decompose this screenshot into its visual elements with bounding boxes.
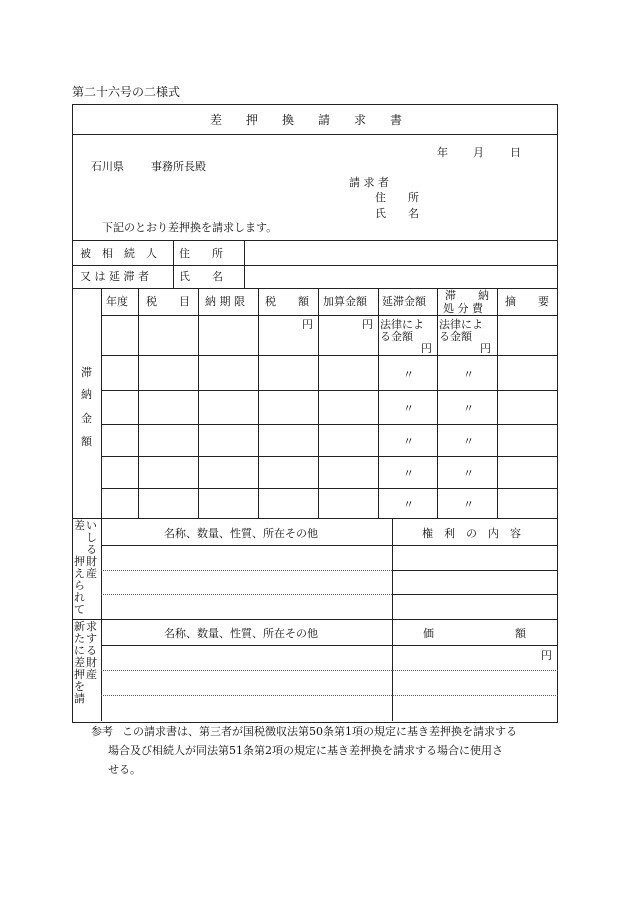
header-remarks: 摘 要 [505, 295, 549, 308]
seized-side-label-char: 差 [74, 519, 85, 532]
seized-side-label-char: し [86, 531, 97, 544]
requested-yen-unit: 円 [541, 649, 552, 662]
seized-side-label-char: る [86, 543, 97, 556]
dotted-divider [392, 695, 558, 696]
ditto-mark: 〃 [463, 498, 474, 511]
requested-side-label-char: 求 [86, 620, 97, 633]
seized-side-label-char: て [74, 603, 85, 616]
requested-side-label-char: た [74, 632, 85, 645]
ditto-mark: 〃 [463, 467, 474, 480]
requested-side-label-char: 新 [74, 620, 85, 633]
date-day: 日 [510, 146, 521, 159]
requested-side-label-char: 財 [86, 656, 97, 669]
seized-header-rights: 権 利 の 内 容 [422, 527, 521, 540]
divider [72, 619, 558, 620]
seized-header-description: 名称、数量、性質、所在その他 [164, 527, 318, 540]
divider [138, 288, 139, 518]
seized-side-label-char: い [86, 519, 97, 532]
seized-side-label-char: ら [74, 579, 85, 592]
requested-header-value: 価 [423, 627, 434, 640]
divider [244, 240, 245, 288]
divider [101, 315, 558, 316]
header-disposition-cost: 処 分 費 [443, 302, 483, 315]
header-delinquency-amount: 延滞金額 [382, 295, 426, 308]
header-due-date: 納 期 限 [205, 295, 245, 308]
dotted-divider [101, 670, 392, 671]
addressee-prefecture: 石川県 [91, 160, 124, 173]
seized-side-label-char: 押 [74, 555, 85, 568]
seized-side-label-char: 産 [86, 567, 97, 580]
divider [198, 288, 199, 518]
divider [258, 288, 259, 518]
tax-yen-unit: 円 [302, 318, 313, 331]
date-month: 月 [473, 146, 484, 159]
requested-side-label-char: 産 [86, 668, 97, 681]
divider [72, 240, 558, 241]
requested-header-amount: 額 [515, 627, 526, 640]
header-tax-item: 税 目 [146, 295, 190, 308]
divider [318, 288, 319, 518]
header-tax-amount: 税 額 [265, 295, 309, 308]
divider [497, 288, 498, 518]
seized-side-label-char: え [74, 567, 85, 580]
ditto-mark: 〃 [463, 402, 474, 415]
legal-amount-label: る金額 [439, 330, 472, 343]
delinquency-yen-unit: 円 [421, 342, 432, 355]
dotted-divider [101, 570, 392, 571]
date-year: 年 [437, 146, 448, 159]
dotted-divider [392, 670, 558, 671]
requested-side-label-char: す [86, 632, 97, 645]
note-line: せる。 [108, 763, 141, 776]
requested-side-label-char: 請 [74, 692, 85, 705]
disposition-yen-unit: 円 [480, 342, 491, 355]
additional-yen-unit: 円 [362, 318, 373, 331]
divider [392, 594, 558, 595]
header-fiscal-year: 年度 [106, 295, 128, 308]
legal-amount-label: 法律によ [380, 318, 424, 331]
requested-side-label-char: 押 [74, 668, 85, 681]
intro-sentence: 下記のとおり差押換を請求します。 [102, 221, 278, 234]
heir-name-label: 氏 名 [179, 270, 223, 283]
header-additional-amount: 加算金額 [323, 295, 367, 308]
divider [101, 424, 558, 425]
ditto-mark: 〃 [403, 467, 414, 480]
divider [101, 545, 558, 546]
ditto-mark: 〃 [463, 435, 474, 448]
legal-amount-label: る金額 [380, 330, 413, 343]
note-line: 場合及び相続人が同法第51条第2項の規定に基き差押換を請求する場合に使用さ [108, 744, 503, 757]
ditto-mark: 〃 [403, 435, 414, 448]
seized-side-label-char: 財 [86, 555, 97, 568]
dotted-divider [101, 594, 392, 595]
seized-side-label-char: れ [74, 591, 85, 604]
addressee-office: 事務所長殿 [151, 160, 206, 173]
divider [101, 456, 558, 457]
note-line: この請求書は、第三者が国税徴収法第50条第1項の規定に基き差押換を請求する [122, 725, 517, 738]
tax-side-label-char: 金 [81, 412, 92, 425]
requester-label: 請 求 者 [349, 176, 389, 189]
requested-side-label-char: に [74, 644, 85, 657]
heir-label: 被 相 続 人 [80, 247, 157, 260]
requester-name-label: 氏 名 [375, 207, 419, 220]
divider [72, 518, 558, 519]
requested-header-description: 名称、数量、性質、所在その他 [164, 627, 318, 640]
divider [437, 288, 438, 518]
divider [101, 488, 558, 489]
header-delinquent-disposition: 滞 納 [445, 289, 489, 302]
requester-address-label: 住 所 [375, 191, 419, 204]
tax-side-label-char: 納 [81, 388, 92, 401]
divider [101, 645, 558, 646]
requested-side-label-char: る [86, 644, 97, 657]
ditto-mark: 〃 [403, 402, 414, 415]
divider [392, 570, 558, 571]
divider [72, 265, 558, 266]
divider [378, 288, 379, 518]
ditto-mark: 〃 [403, 368, 414, 381]
legal-amount-label: 法律によ [439, 318, 483, 331]
tax-side-label-char: 額 [81, 435, 92, 448]
form-number: 第二十六号の二様式 [72, 85, 181, 99]
heir-address-label: 住 所 [179, 247, 223, 260]
requested-side-label-char: を [74, 680, 85, 693]
divider [101, 288, 102, 518]
dotted-divider [101, 695, 392, 696]
ditto-mark: 〃 [403, 498, 414, 511]
divider [101, 390, 558, 391]
ditto-mark: 〃 [463, 368, 474, 381]
tax-side-label-char: 滞 [81, 366, 92, 379]
divider [101, 355, 558, 356]
requested-side-label-char: 差 [74, 656, 85, 669]
note-label: 参考 [91, 725, 113, 738]
delinquent-label: 又 は 延 滞 者 [80, 270, 149, 283]
form-title: 差 押 換 請 求 書 [210, 113, 403, 127]
divider [173, 240, 174, 288]
title-divider [72, 134, 558, 135]
